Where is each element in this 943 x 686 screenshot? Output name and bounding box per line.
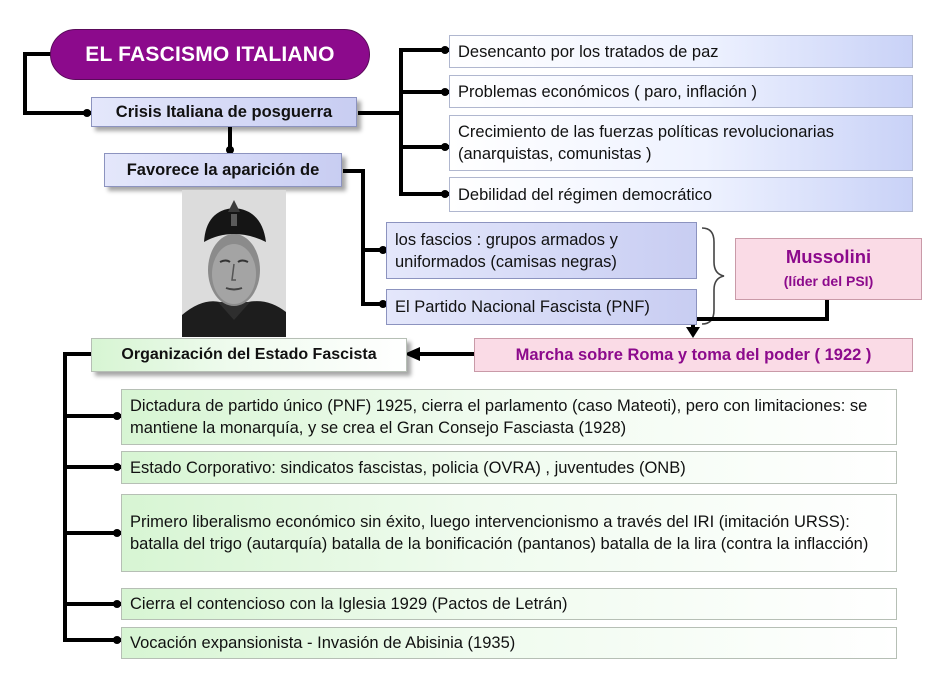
organizacion-node [91,338,407,372]
favorece-node [104,153,342,187]
organizacion-item-text: Primero liberalismo económico sin éxito, luego intervencionismo a través del IRI (imitación URSS): batalla del trigo (autarquía) batalla de la bonificación (pantanos) batalla de la lira (contra la inflacción) [130,513,869,553]
cause-item [449,35,913,68]
cause-text: Problemas económicos ( paro, inflación ) [458,82,757,101]
crisis-label: Crisis Italiana de posguerra [115,102,333,121]
brace-icon [698,226,732,326]
cause-item [449,75,913,108]
favorece-item [386,222,697,279]
cause-item [449,177,913,212]
mussolini-photo [182,190,286,337]
organizacion-item [121,389,897,445]
organizacion-item [121,494,897,572]
favorece-label: Favorece la aparición de [126,160,320,179]
organizacion-item [121,627,897,659]
organizacion-label: Organización del Estado Fascista [121,346,377,363]
organizacion-item-text: Vocación expansionista - Invasión de Abisinia (1935) [130,634,516,652]
organizacion-item-text: Cierra el contencioso con la Iglesia 1929 (Pactos de Letrán) [130,595,568,613]
mussolini-name: Mussolini [785,246,872,267]
organizacion-item-text: Dictadura de partido único (PNF) 1925, cierra el parlamento (caso Mateoti), pero con limitaciones: se mantiene la monarquía, y se crea el Gran Consejo Fasciasta (1928) [130,397,868,437]
crisis-node [91,97,357,127]
marcha-node [474,338,913,372]
page-title-text: EL FASCISMO ITALIANO [85,42,335,66]
cause-item [449,115,913,171]
cause-text: Debilidad del régimen democrático [458,185,713,204]
mussolini-role: (líder del PSI) [783,273,874,289]
organizacion-item [121,451,897,484]
portrait-icon [182,190,286,337]
organizacion-item-text: Estado Corporativo: sindicatos fascistas, policia (OVRA) , juventudes (ONB) [130,458,686,477]
organizacion-item [121,588,897,620]
mussolini-node [735,238,922,300]
page-title [50,29,370,80]
cause-text: Crecimiento de las fuerzas políticas revolucionarias (anarquistas, comunistas ) [458,123,835,163]
marcha-label: Marcha sobre Roma y toma del poder ( 1922 ) [515,345,872,364]
cause-text: Desencanto por los tratados de paz [458,42,719,61]
favorece-item-text: El Partido Nacional Fascista (PNF) [395,298,650,316]
favorece-item-text: los fascios : grupos armados y uniformados (camisas negras) [395,230,618,271]
favorece-item [386,289,697,325]
